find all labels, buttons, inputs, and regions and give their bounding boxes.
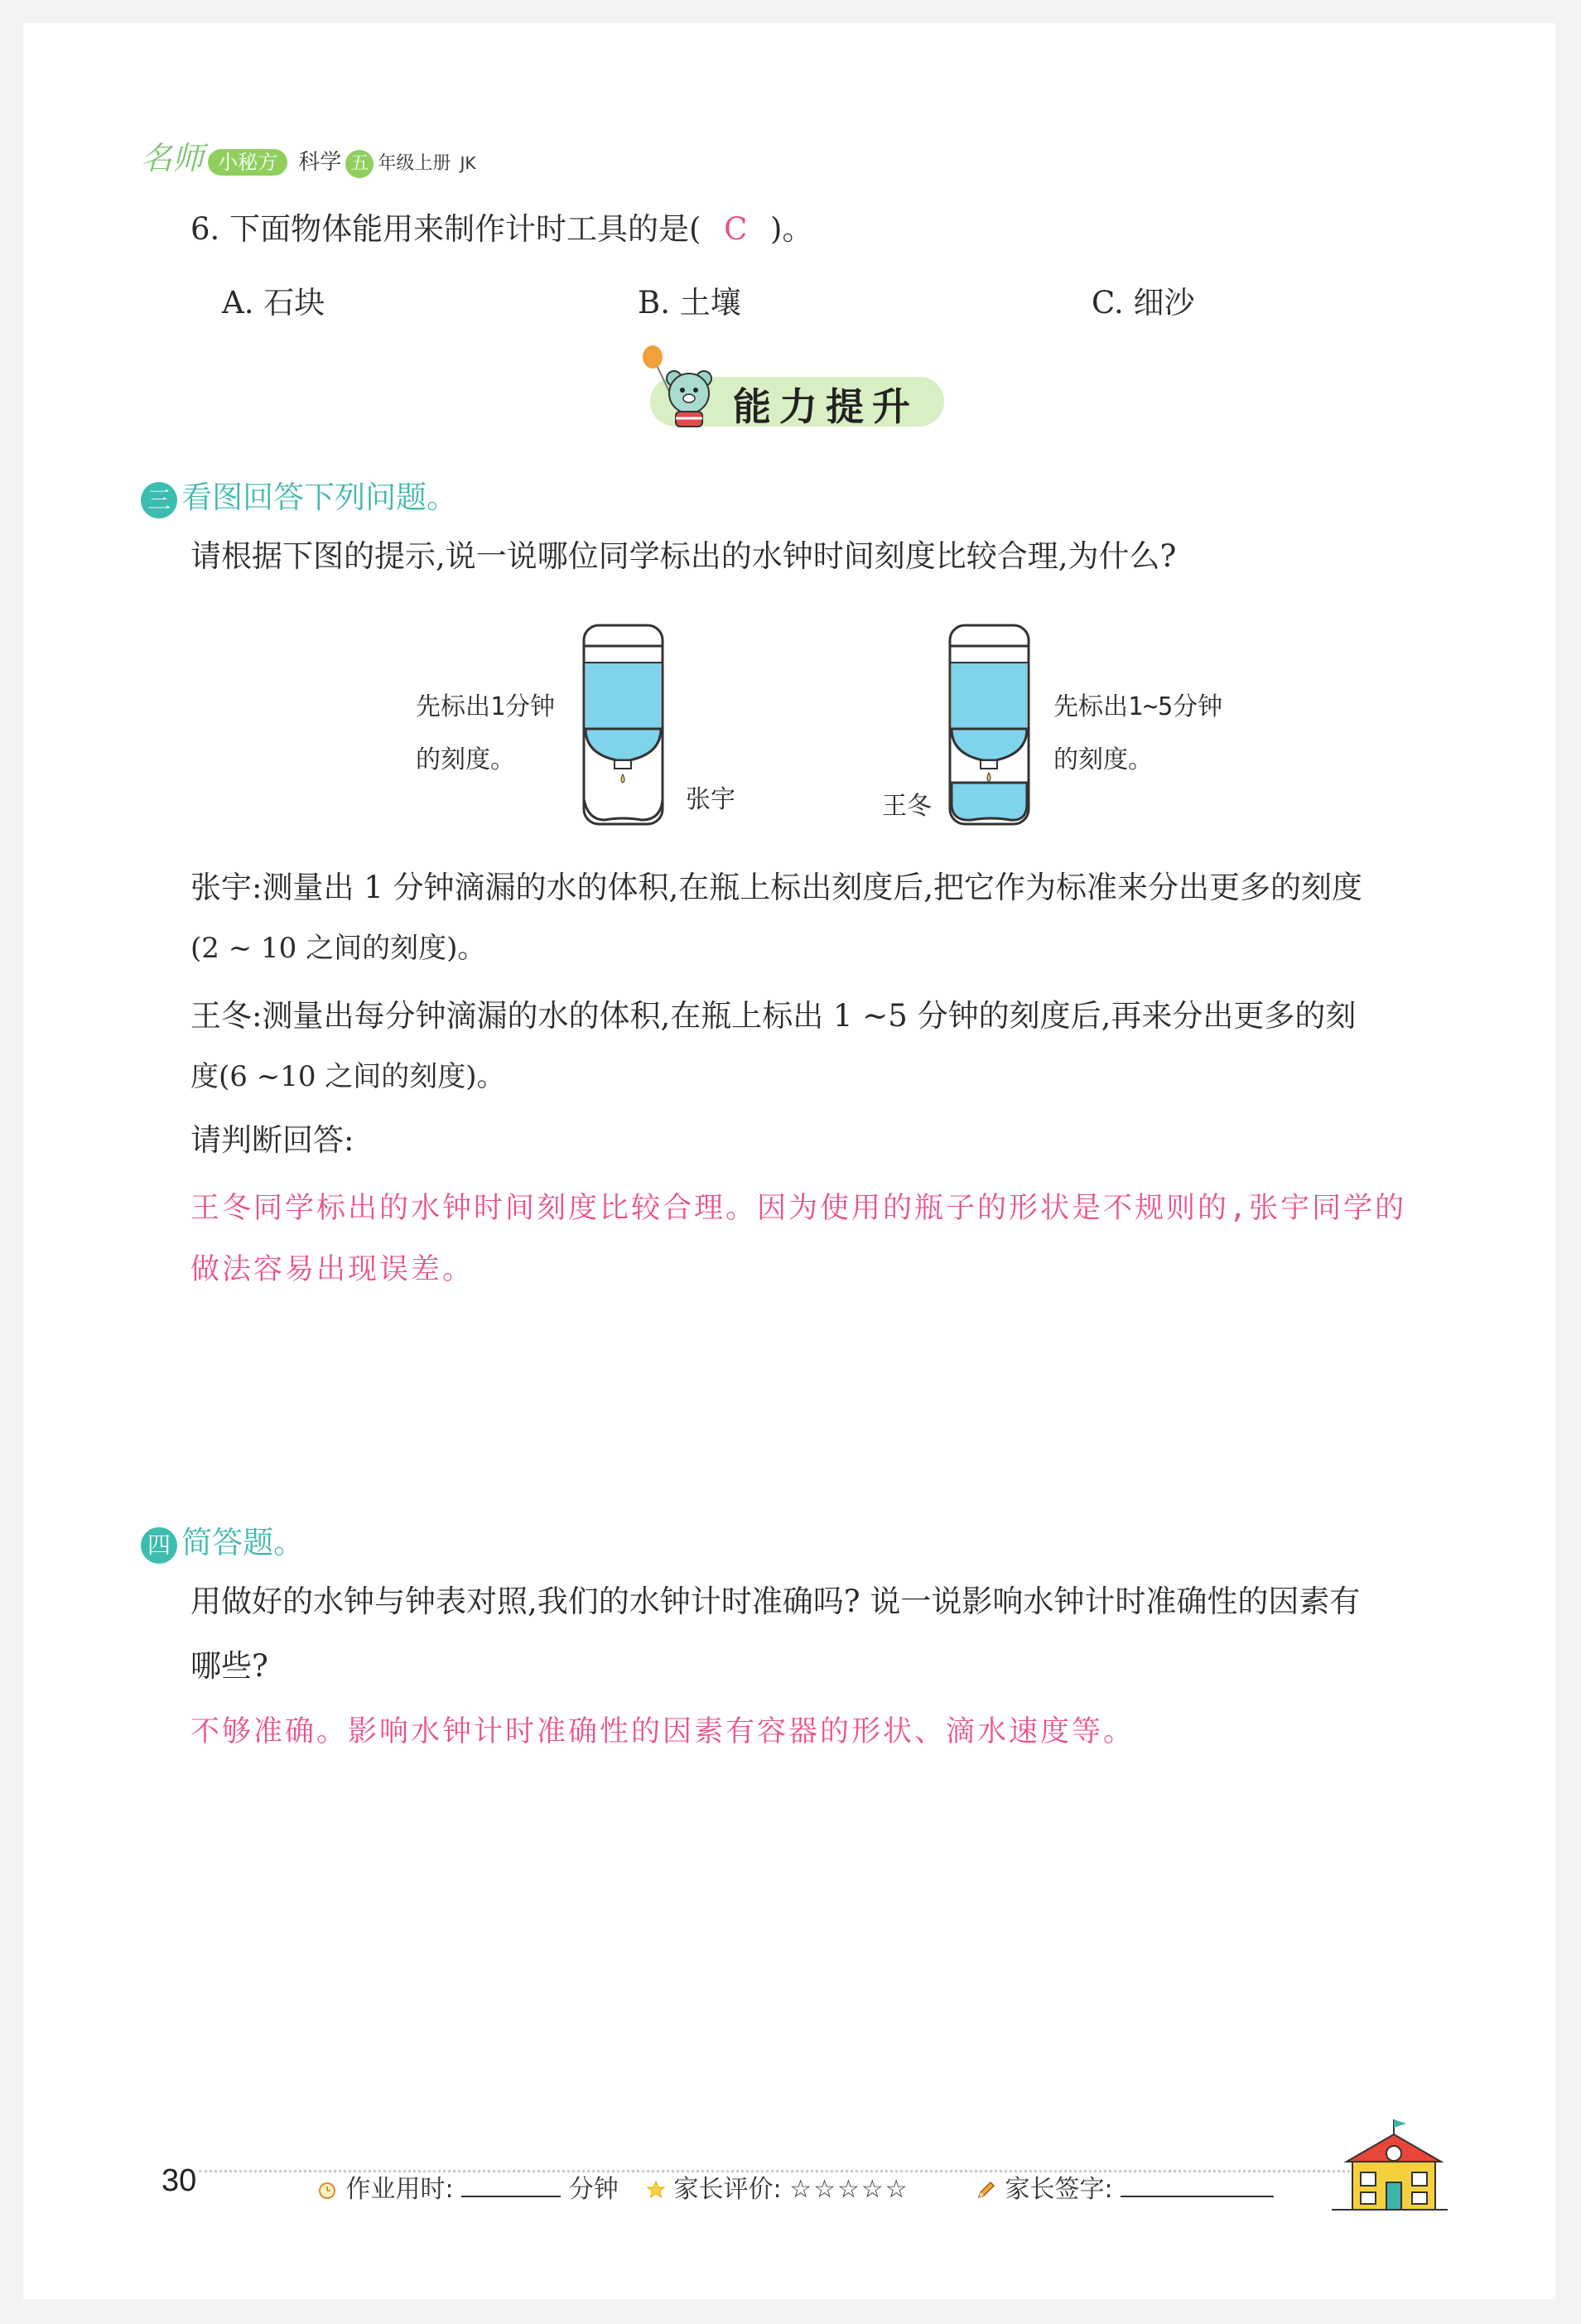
question-6-answer: C [724, 211, 748, 247]
wangdong-name-label: 王冬 [882, 792, 932, 821]
zhangyu-water-clock-figure [571, 621, 696, 832]
parent-rating-stars[interactable]: ☆☆☆☆☆ [789, 2175, 909, 2204]
parent-rating-label: 家长评价: [673, 2175, 782, 2204]
parent-signature-label: 家长签字: [1005, 2175, 1113, 2204]
section-3-answer-line-2: 做法容易出现误差。 [190, 1253, 475, 1286]
brand-logo-script: 名师 [141, 140, 205, 176]
judge-prompt: 请判断回答: [190, 1122, 354, 1158]
wangdong-description-line-2: 度(6 ~10 之间的刻度)。 [190, 1060, 505, 1093]
brand-logo-pill: 小秘方 [208, 149, 287, 176]
workbook-page [23, 23, 1555, 2299]
zhangyu-name-label: 张宇 [686, 785, 735, 814]
section-4-prompt-line-1: 用做好的水钟与钟表对照,我们的水钟计时准确吗? 说一说影响水钟计时准确性的因素有 [190, 1584, 1361, 1619]
option-c: C. 细沙 [1092, 285, 1195, 321]
wangdong-water-clock-figure [940, 621, 1064, 832]
pencil-icon [976, 2179, 997, 2201]
star-icon [646, 2180, 666, 2200]
zhangyu-note-line-2: 的刻度。 [416, 745, 515, 774]
subject-label: 科学 [298, 150, 342, 175]
zhangyu-description-line-2: (2 ~ 10 之间的刻度)。 [190, 932, 486, 965]
alarm-clock-icon [316, 2179, 338, 2201]
homework-time-unit: 分钟 [568, 2175, 619, 2204]
page-header [141, 133, 476, 178]
grade-badge: 五 [345, 150, 374, 178]
bear-mascot-icon [639, 344, 730, 435]
option-a: A. 石块 [222, 285, 325, 321]
banner-title: 能力提升 [733, 384, 918, 429]
parent-signature-field [976, 2168, 1274, 2205]
parent-signature-blank[interactable] [1121, 2174, 1274, 2197]
zhangyu-description-line-1: 张宇:测量出 1 分钟滴漏的水的体积,在瓶上标出刻度后,把它作为标准来分出更多的刻度 [190, 870, 1363, 905]
grade-text: 年级上册 [378, 153, 451, 174]
zhangyu-note-line-1: 先标出1分钟 [416, 692, 556, 721]
homework-time-field [316, 2168, 619, 2205]
section-3-heading [141, 472, 457, 518]
section-4-prompt-line-2: 哪些? [190, 1648, 268, 1684]
section-3-title: 看图回答下列问题。 [181, 480, 458, 515]
section-3-prompt: 请根据下图的提示,说一说哪位同学标出的水钟时间刻度比较合理,为什么? [190, 538, 1177, 574]
wangdong-note-line-1: 先标出1~5分钟 [1053, 692, 1223, 721]
wangdong-note-line-2: 的刻度。 [1053, 745, 1153, 774]
school-house-icon [1323, 2116, 1456, 2216]
section-3-badge: 三 [141, 482, 177, 518]
parent-rating-field [646, 2168, 909, 2205]
question-6-prefix: 6. 下面物体能用来制作计时工具的是( [190, 211, 701, 247]
section-4-badge: 四 [141, 1527, 177, 1564]
wangdong-description-line-1: 王冬:测量出每分钟滴漏的水的体积,在瓶上标出 1 ~5 分钟的刻度后,再来分出更多的刻 [190, 998, 1357, 1034]
section-4-answer: 不够准确。影响水钟计时准确性的因素有容器的形状、滴水速度等。 [190, 1715, 1135, 1748]
homework-time-label: 作业用时: [345, 2175, 454, 2204]
section-4-heading [141, 1517, 304, 1564]
homework-time-blank[interactable] [461, 2174, 561, 2197]
section-4-title: 简答题。 [181, 1525, 305, 1560]
page-number: 30 [161, 2163, 197, 2198]
edition-label: JK [460, 153, 476, 173]
question-6-suffix: )。 [770, 211, 813, 247]
section-3-answer-line-1: 王冬同学标出的水钟时间刻度比较合理。因为使用的瓶子的形状是不规则的,张宇同学的 [190, 1192, 1407, 1225]
question-6-stem [190, 211, 812, 248]
option-b: B. 土壤 [638, 285, 741, 321]
